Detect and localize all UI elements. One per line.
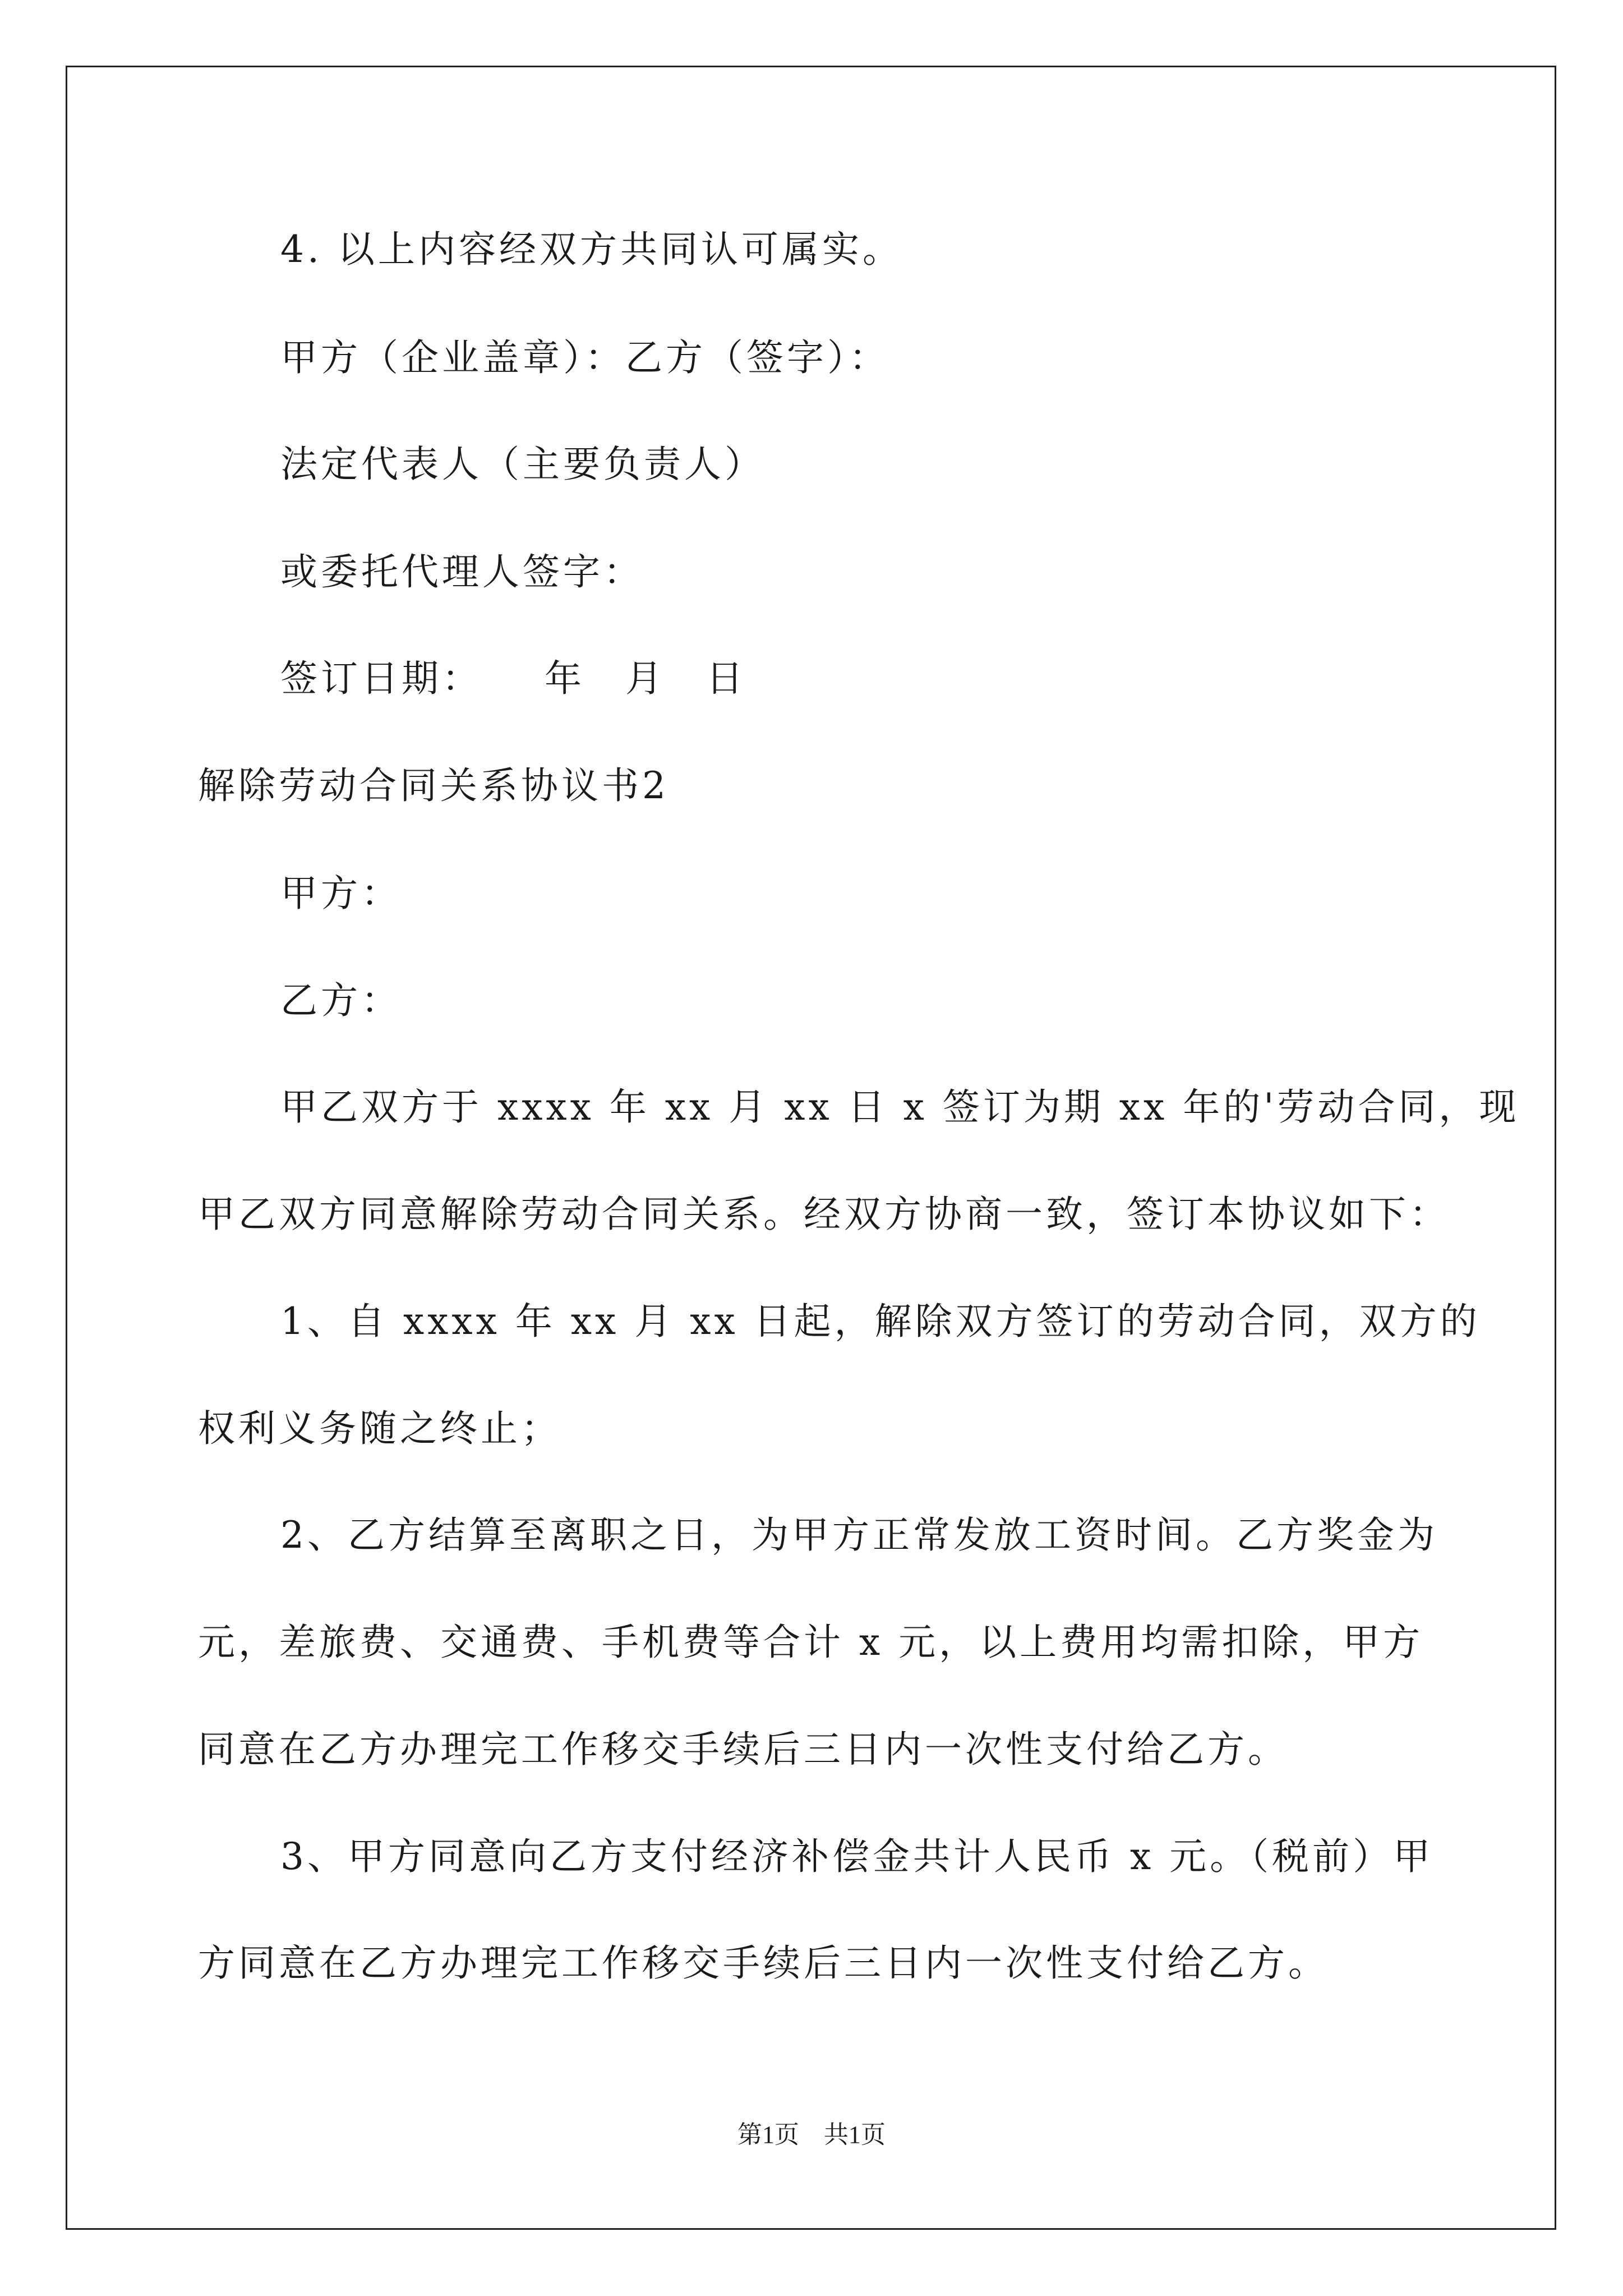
clause-3-line-1: 3、甲方同意向乙方支付经济补偿金共计人民币 x 元。（税前）甲 <box>280 1835 1434 1878</box>
party-a-label: 甲方： <box>280 872 402 915</box>
section-title: 解除劳动合同关系协议书2 <box>198 764 669 807</box>
clause-1-line-2: 权利义务随之终止； <box>198 1407 561 1450</box>
page-border <box>66 66 1556 2230</box>
party-b-label: 乙方： <box>280 979 402 1022</box>
page-number-footer: 第1页 共1页 <box>737 2121 886 2148</box>
clause-3-line-2: 方同意在乙方办理完工作移交手续后三日内一次性支付给乙方。 <box>198 1941 1329 1985</box>
legal-representative-line: 法定代表人（主要负责人） <box>280 443 765 486</box>
party-signature-line: 甲方（企业盖章）：乙方（签字）： <box>280 336 889 379</box>
clause-4-confirmation: 4. 以上内容经双方共同认可属实。 <box>280 228 903 271</box>
paragraph-intro-line-1: 甲乙双方于 xxxx 年 xx 月 xx 日 x 签订为期 xx 年的'劳动合同，现 <box>280 1085 1520 1129</box>
clause-1-line-1: 1、自 xxxx 年 xx 月 xx 日起，解除双方签订的劳动合同，双方的 <box>280 1300 1481 1343</box>
clause-2-line-2: 元，差旅费、交通费、手机费等合计 x 元，以上费用均需扣除，甲方 <box>198 1621 1424 1664</box>
clause-2-line-3: 同意在乙方办理完工作移交手续后三日内一次性支付给乙方。 <box>198 1728 1288 1771</box>
paragraph-intro-line-2: 甲乙双方同意解除劳动合同关系。经双方协商一致，签订本协议如下： <box>198 1193 1450 1236</box>
signing-date-line: 签订日期： 年 月 日 <box>280 657 746 700</box>
agent-signature-line: 或委托代理人签字： <box>280 550 644 593</box>
clause-2-line-1: 2、乙方结算至离职之日，为甲方正常发放工资时间。乙方奖金为 <box>280 1513 1438 1557</box>
